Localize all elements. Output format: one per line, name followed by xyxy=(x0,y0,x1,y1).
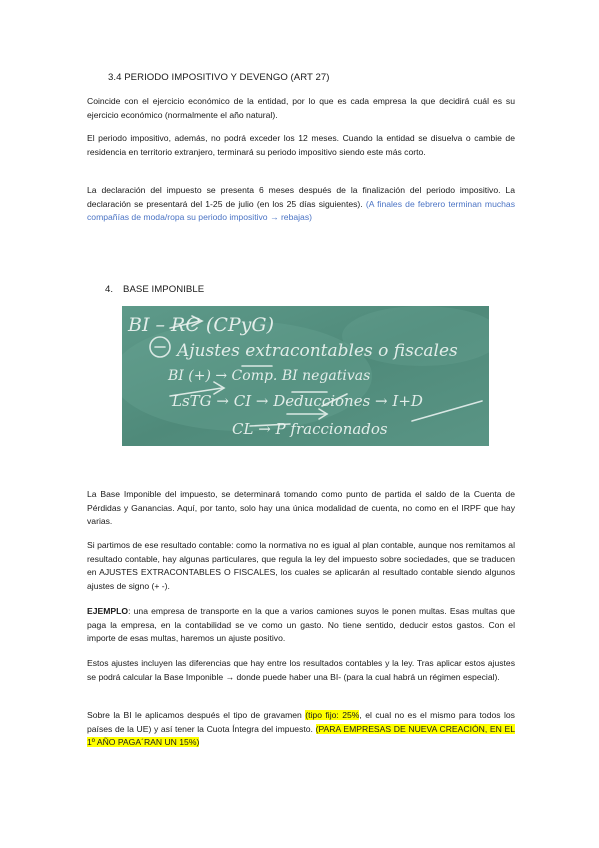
ejemplo-text: : una empresa de transporte en la que a varios camiones suyos le ponen multas. Esas multas que paga la empresa, en la contabilidad se ve como un gasto. No tiene sentido, deducir estos gastos. Con el importe de esas multas, haremos un ajuste positivo. xyxy=(87,606,515,644)
paragraph-base-4: Estos ajustes incluyen las diferencias que hay entre los resultados contables y la ley. Tras aplicar estos ajustes se podrá calcular la Base Imponible → donde puede haber una BI- (para la cual habrá un régimen especial). xyxy=(87,658,515,682)
section-4-number: 4. xyxy=(105,284,114,295)
paragraph-ejemplo xyxy=(87,605,515,646)
gravamen-text-b: , el cual no es el mismo para todos los países de la UE) y así tener la Cuota Íntegra del impuesto. xyxy=(87,710,515,734)
paragraph-periodo-2: El periodo impositivo, además, no podrá exceder los 12 meses. Cuando la entidad se disuelva o cambie de residencia en territorio extranjero, terminará su periodo impositivo siendo este más corto. xyxy=(87,133,515,157)
board-line-4: LsTG → CI → Deducciones → I+D xyxy=(172,392,423,410)
chalkboard-drawing xyxy=(122,306,489,446)
declaracion-text: La declaración del impuesto se presenta 6 meses después de la finalización del periodo impositivo. La declaración se presentará del 1-25 de julio (en los 25 días siguientes). xyxy=(87,185,515,209)
paragraph-periodo-3 xyxy=(87,184,515,225)
tipo-fijo-highlight: (tipo fijo: 25% xyxy=(305,710,360,720)
chalkboard-photo xyxy=(122,306,489,446)
paragraph-base-1: La Base Imponible del impuesto, se determinará tomando como punto de partida el saldo de la Cuenta de Pérdidas y Ganancias. Aquí, por tanto, solo hay una única modalidad de cuenta, no como en el IRPF que hay varias. xyxy=(87,489,515,527)
paragraph-base-2: Si partimos de ese resultado contable: como la normativa no es igual al plan contable, aunque nos remitamos al resultado contable, hay algunas particulares, que regula la ley del impuesto sobre sociedades, que se traducen en AJUSTES EXTRACONTABLES O FISCALES, los cuales se aplicarán al resultado contable siendo algunos ajustes de signo (+ -). xyxy=(87,540,515,591)
board-line-2: Ajustes extracontables o fiscales xyxy=(177,341,458,361)
section-4-heading: BASE IMPONIBLE xyxy=(123,284,205,295)
gravamen-text-a: Sobre la BI le aplicamos después el tipo de gravamen xyxy=(87,710,306,720)
board-line-3: BI (+) → Comp. BI negativas xyxy=(168,368,371,384)
nueva-creacion-highlight: (PARA EMPRESAS DE NUEVA CREACIÓN, EN EL 1º AÑO PAGA´RAN UN 15%) xyxy=(87,723,515,748)
section-3-4-heading: 3.4 PERIODO IMPOSITIVO Y DEVENGO (ART 27) xyxy=(108,72,330,83)
paragraph-periodo-1: Coincide con el ejercicio económico de la entidad, por lo que es cada empresa la que decidirá cuál es su ejercicio económico (normalmente el año natural). xyxy=(87,96,515,120)
ejemplo-label: EJEMPLO xyxy=(87,606,129,616)
board-line-5: CL → P fraccionados xyxy=(232,420,388,438)
board-line-1: BI – RC (CPyG) xyxy=(128,314,274,336)
paragraph-base-5 xyxy=(87,709,515,750)
rebajas-note: (A finales de febrero terminan muchas compañías de moda/ropa su periodo impositivo → rebajas) xyxy=(87,198,516,223)
